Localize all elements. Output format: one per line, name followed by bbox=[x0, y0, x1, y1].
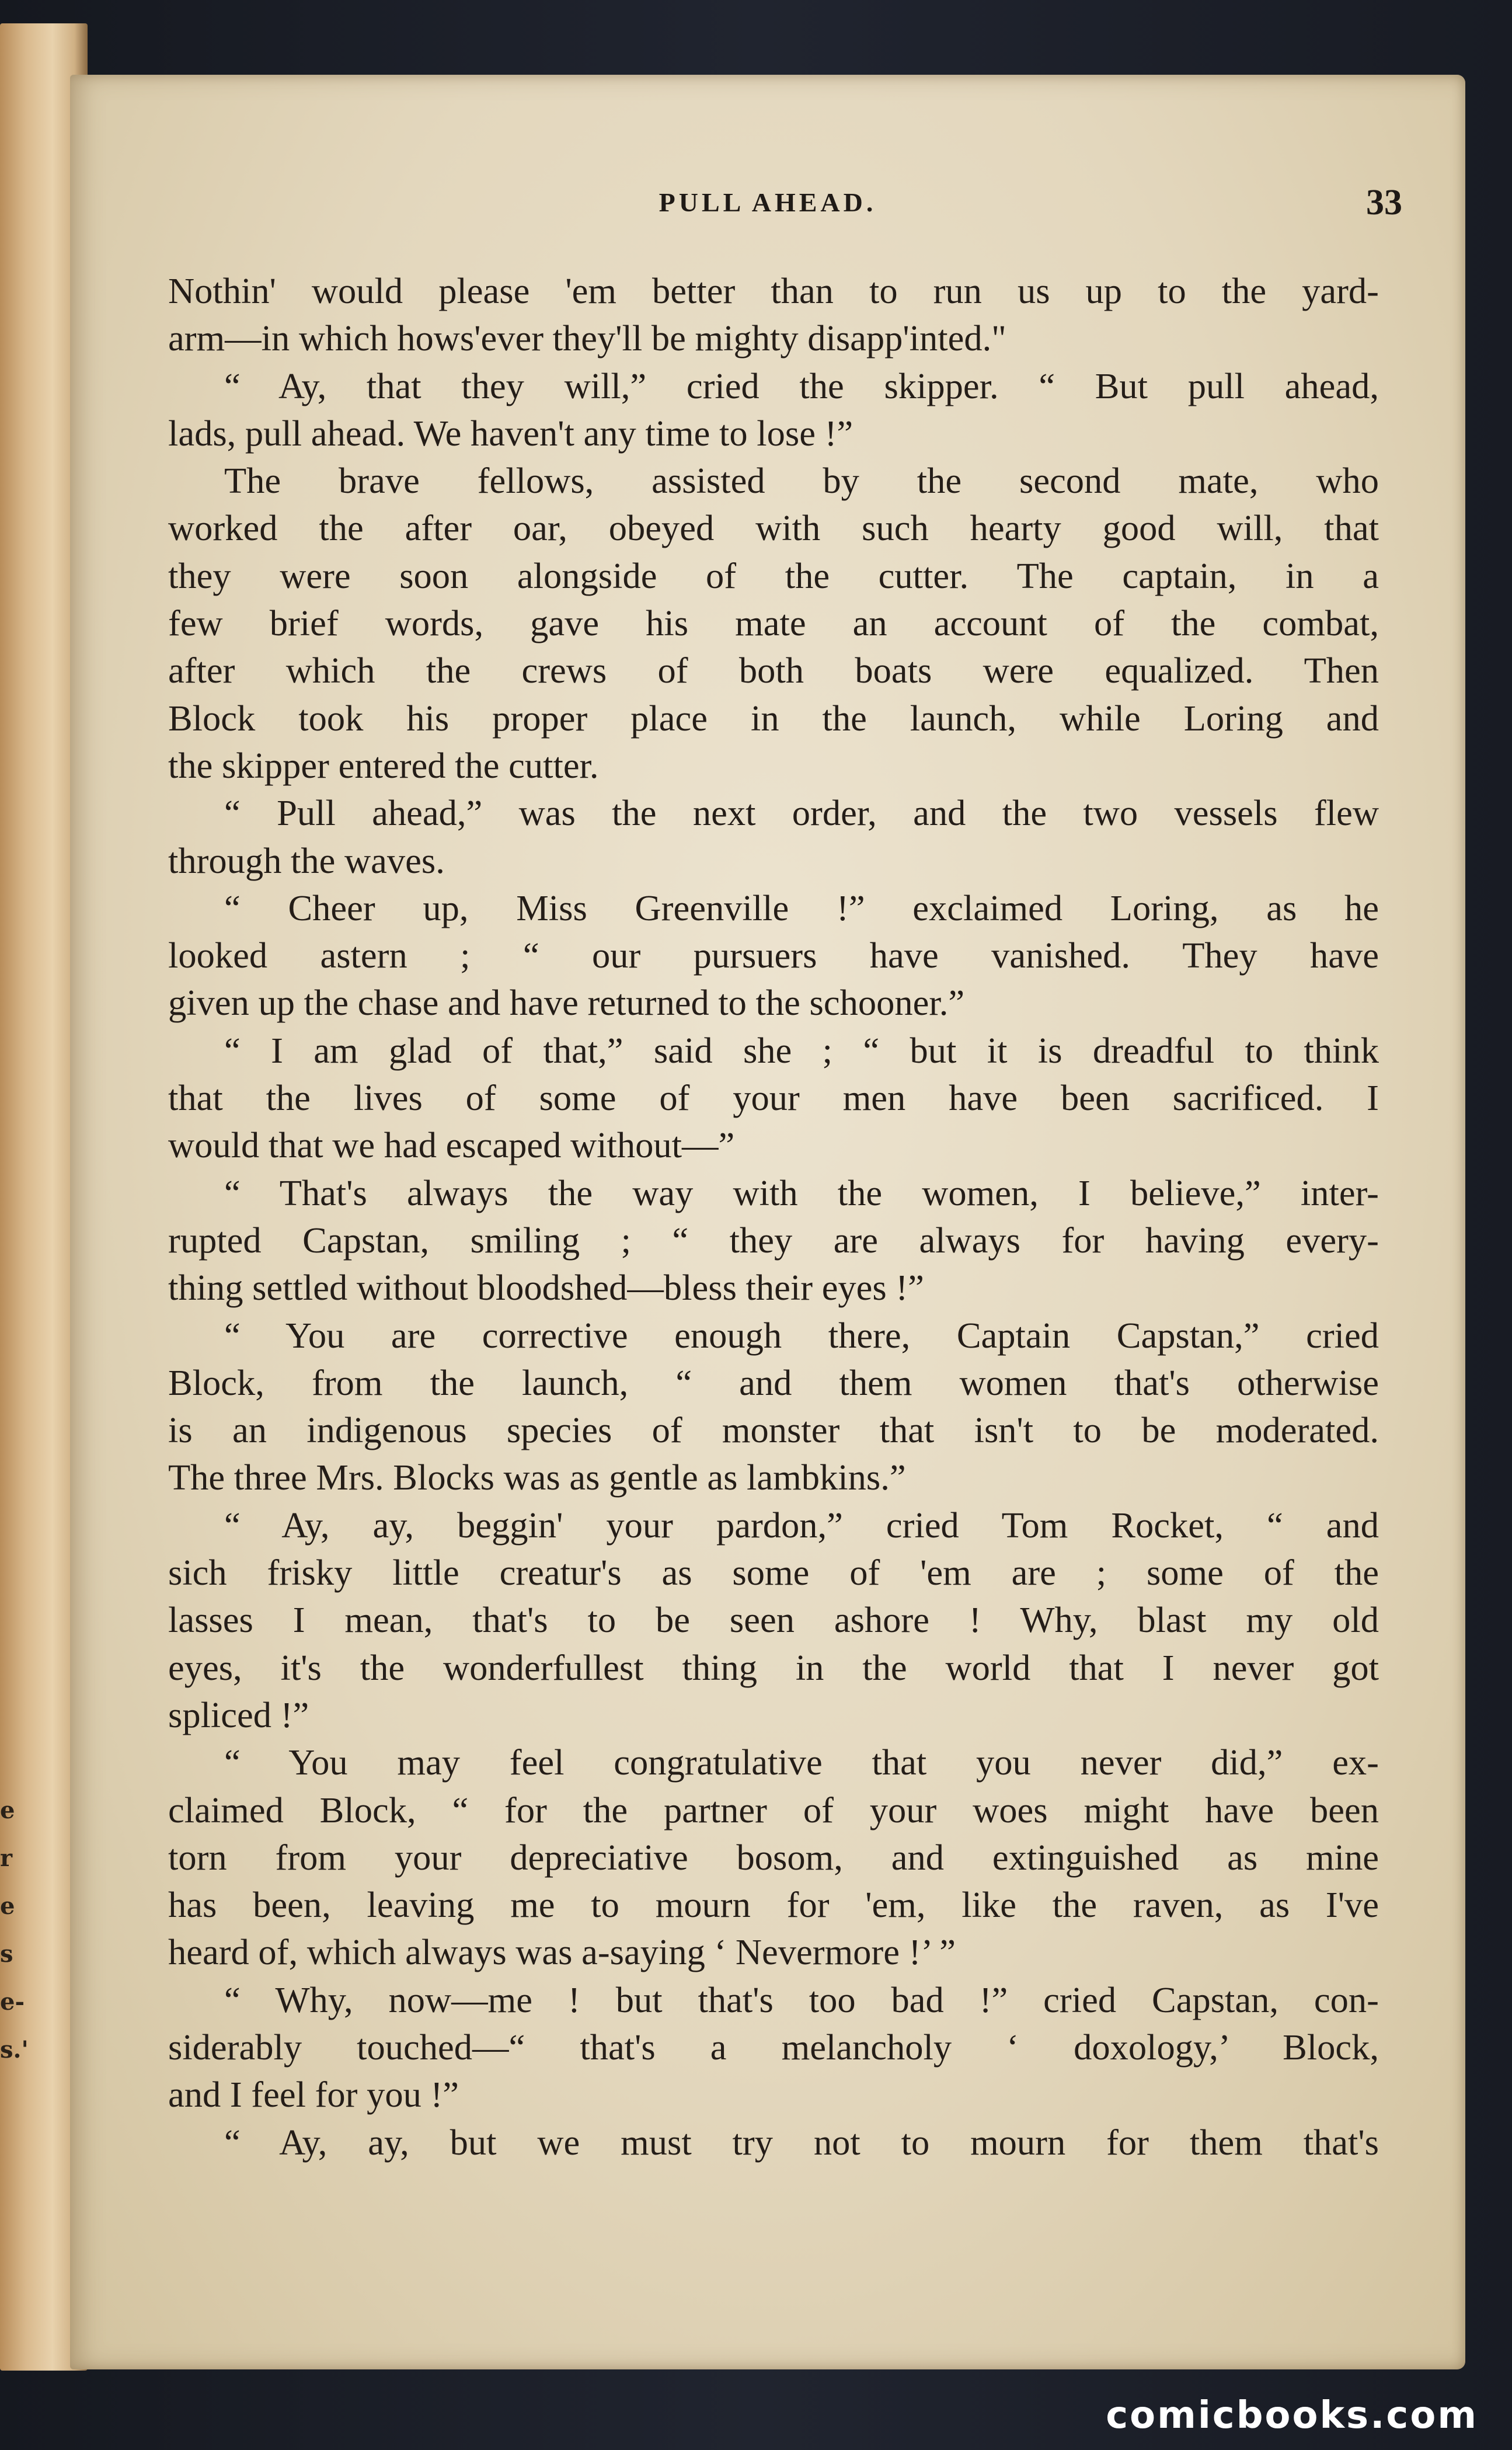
text-line: after which the crews of both boats were equalized. Then bbox=[168, 650, 1379, 691]
text-line: “ Pull ahead,” was the next order, and the two vessels flew bbox=[224, 792, 1379, 834]
text-line: worked the after oar, obeyed with such hearty good will, that bbox=[168, 507, 1379, 549]
text-line: heard of, which always was a-saying ‘ Nevermore !’ ” bbox=[168, 1932, 956, 1973]
text-line: spliced !” bbox=[168, 1694, 309, 1735]
text-line: eyes, it's the wonderfullest thing in the world that I never got bbox=[168, 1647, 1379, 1688]
text-line: thing settled without bloodshed—bless their eyes !” bbox=[168, 1267, 924, 1308]
text-line: has been, leaving me to mourn for 'em, like the raven, as I've bbox=[168, 1884, 1379, 1926]
text-line: torn from your depreciative bosom, and extinguished as mine bbox=[168, 1836, 1379, 1878]
watermark: comicbooks.com bbox=[1106, 2394, 1478, 2437]
text-line: the skipper entered the cutter. bbox=[168, 744, 599, 786]
text-line: is an indigenous species of monster that isn't to be moderated. bbox=[168, 1410, 1379, 1451]
text-line: looked astern ; “ our pursuers have vanished. They have bbox=[168, 935, 1379, 976]
text-line: “ Cheer up, Miss Greenville !” exclaimed Loring, as he bbox=[224, 887, 1379, 928]
facing-page-fragment: s bbox=[0, 1940, 13, 1968]
text-line: rupted Capstan, smiling ; “ they are always for having every- bbox=[168, 1219, 1379, 1261]
facing-page-fragment: s.' bbox=[0, 2036, 29, 2063]
text-line: “ Ay, that they will,” cried the skipper. “ But pull ahead, bbox=[224, 365, 1379, 406]
text-line: “ You may feel congratulative that you never did,” ex- bbox=[224, 1742, 1379, 1783]
page-number: 33 bbox=[1366, 183, 1402, 222]
running-head bbox=[70, 183, 1465, 234]
text-line: siderably touched—“ that's a melancholy ‘ doxology,’ Block, bbox=[168, 2026, 1379, 2068]
facing-page-fragment: e bbox=[0, 1892, 15, 1920]
text-line: arm—in which hows'ever they'll be mighty disapp'inted." bbox=[168, 318, 1006, 359]
text-line: “ You are corrective enough there, Captain Capstan,” cried bbox=[224, 1314, 1379, 1356]
book-page bbox=[70, 75, 1465, 2369]
text-line: would that we had escaped without—” bbox=[168, 1125, 735, 1166]
text-line: lasses I mean, that's to be seen ashore ! Why, blast my old bbox=[168, 1599, 1379, 1641]
facing-page-text-fragments bbox=[0, 1787, 29, 2074]
text-line: “ Ay, ay, beggin' your pardon,” cried Tom Rocket, “ and bbox=[224, 1504, 1379, 1546]
text-line: they were soon alongside of the cutter. The captain, in a bbox=[168, 555, 1379, 596]
text-line: “ Ay, ay, but we must try not to mourn for them that's bbox=[224, 2121, 1379, 2163]
text-line: sich frisky little creatur's as some of 'em are ; some of the bbox=[168, 1552, 1379, 1593]
facing-page-fragment: e- bbox=[0, 1988, 25, 2016]
text-line: “ Why, now—me ! but that's too bad !” cried Capstan, con- bbox=[224, 1979, 1379, 2020]
text-line: and I feel for you !” bbox=[168, 2074, 459, 2115]
text-line: given up the chase and have returned to the schooner.” bbox=[168, 982, 965, 1024]
text-line: claimed Block, “ for the partner of your woes might have been bbox=[168, 1789, 1379, 1830]
facing-page-fragment: e bbox=[0, 1797, 15, 1824]
text-line: The three Mrs. Blocks was as gentle as lambkins.” bbox=[168, 1457, 906, 1498]
text-line: “ That's always the way with the women, I believe,” inter- bbox=[224, 1172, 1379, 1213]
text-line: “ I am glad of that,” said she ; “ but it is dreadful to think bbox=[224, 1029, 1379, 1071]
text-line: through the waves. bbox=[168, 840, 445, 881]
text-line: lads, pull ahead. We haven't any time to lose !” bbox=[168, 412, 853, 454]
text-line: Block took his proper place in the launch, while Loring and bbox=[168, 697, 1379, 739]
text-line: that the lives of some of your men have been sacrificed. I bbox=[168, 1077, 1379, 1119]
running-title: PULL AHEAD. bbox=[659, 187, 877, 217]
text-line: Nothin' would please 'em better than to run us up to the yard- bbox=[168, 270, 1379, 311]
facing-page-fragment: r bbox=[0, 1845, 13, 1872]
text-line: Block, from the launch, “ and them women that's otherwise bbox=[168, 1362, 1379, 1403]
text-line: few brief words, gave his mate an account of the combat, bbox=[168, 603, 1379, 644]
body-text bbox=[168, 267, 1379, 2166]
text-line: The brave fellows, assisted by the second mate, who bbox=[224, 460, 1379, 502]
